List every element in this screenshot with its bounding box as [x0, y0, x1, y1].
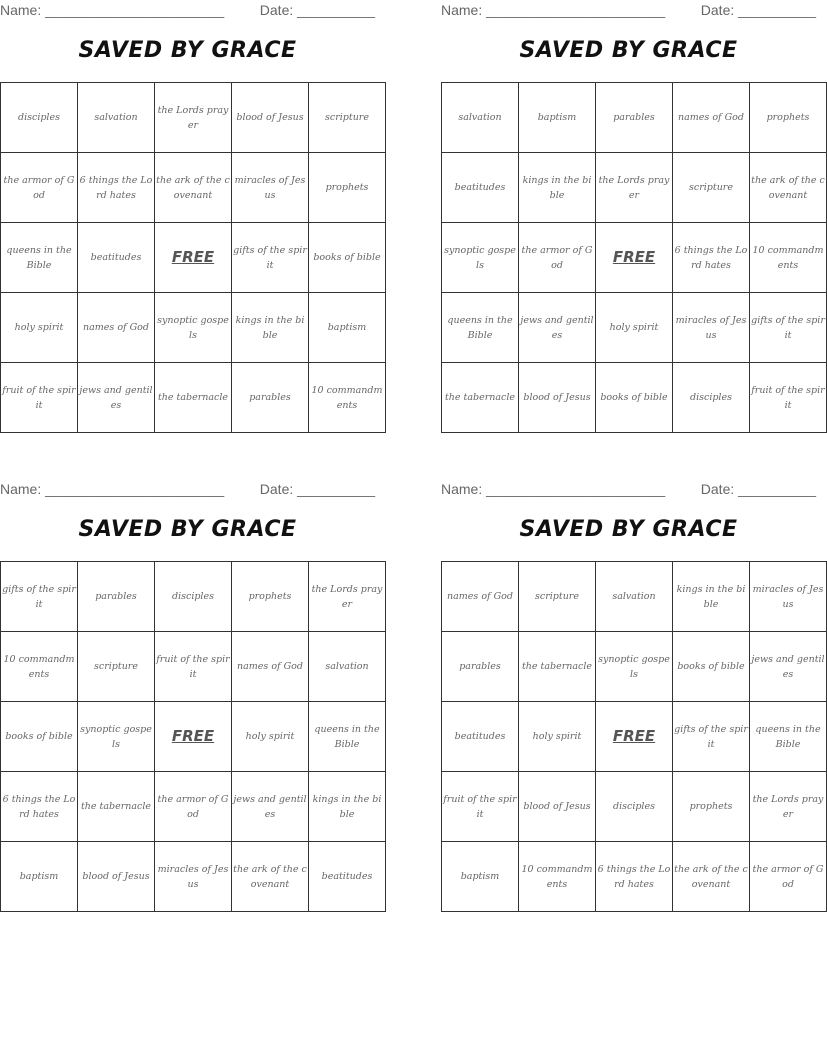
- bingo-cell: baptism: [1, 842, 78, 912]
- bingo-card: [0, 479, 383, 911]
- bingo-cell: parables: [442, 632, 519, 702]
- bingo-grid: [441, 82, 827, 433]
- bingo-card: [441, 0, 825, 432]
- bingo-row: [442, 153, 827, 223]
- bingo-cell: the armor of God: [519, 223, 596, 293]
- date-field-label: Date: __________: [259, 481, 375, 497]
- bingo-cell: fruit of the spirit: [442, 772, 519, 842]
- date-field-label: Date: __________: [259, 2, 375, 18]
- date-field-label: Date: __________: [700, 481, 816, 497]
- bingo-cell: kings in the bible: [519, 153, 596, 223]
- bingo-cell: the armor of God: [750, 842, 827, 912]
- date-field-label: Date: __________: [700, 2, 816, 18]
- bingo-row: [1, 363, 386, 433]
- bingo-cell: salvation: [309, 632, 386, 702]
- bingo-cell: synoptic gospels: [155, 293, 232, 363]
- bingo-cell: synoptic gospels: [442, 223, 519, 293]
- bingo-cell: the tabernacle: [519, 632, 596, 702]
- bingo-cell: scripture: [309, 83, 386, 153]
- bingo-cell: disciples: [673, 363, 750, 433]
- name-field-label: Name: _______________________: [441, 481, 666, 497]
- bingo-row: [442, 293, 827, 363]
- bingo-cell: disciples: [596, 772, 673, 842]
- bingo-cell: holy spirit: [519, 702, 596, 772]
- bingo-grid: [441, 561, 827, 912]
- bingo-row: [442, 842, 827, 912]
- bingo-cell: beatitudes: [442, 153, 519, 223]
- bingo-cell: baptism: [519, 83, 596, 153]
- bingo-cell: the Lords prayer: [155, 83, 232, 153]
- bingo-row: [442, 363, 827, 433]
- bingo-cell: fruit of the spirit: [1, 363, 78, 433]
- card-title: SAVED BY GRACE: [78, 517, 297, 542]
- bingo-cell: gifts of the spirit: [1, 562, 78, 632]
- bingo-cell: 6 things the Lord hates: [673, 223, 750, 293]
- free-space: FREE: [155, 702, 232, 772]
- bingo-cell: baptism: [309, 293, 386, 363]
- bingo-cell: the ark of the covenant: [750, 153, 827, 223]
- bingo-cell: names of God: [78, 293, 155, 363]
- bingo-cell: beatitudes: [309, 842, 386, 912]
- bingo-cell: jews and gentiles: [78, 363, 155, 433]
- card-header: [0, 481, 375, 499]
- bingo-row: [442, 772, 827, 842]
- bingo-cell: beatitudes: [78, 223, 155, 293]
- bingo-row: [442, 632, 827, 702]
- bingo-cell: parables: [596, 83, 673, 153]
- bingo-cell: salvation: [78, 83, 155, 153]
- bingo-cell: kings in the bible: [232, 293, 309, 363]
- bingo-row: [1, 562, 386, 632]
- bingo-cell: the ark of the covenant: [232, 842, 309, 912]
- bingo-row: [1, 293, 386, 363]
- bingo-row: [442, 562, 827, 632]
- bingo-cell: queens in the Bible: [309, 702, 386, 772]
- bingo-cell: scripture: [78, 632, 155, 702]
- bingo-cell: the ark of the covenant: [673, 842, 750, 912]
- card-title: SAVED BY GRACE: [519, 517, 738, 542]
- bingo-cell: salvation: [442, 83, 519, 153]
- bingo-cell: the Lords prayer: [750, 772, 827, 842]
- bingo-cell: jews and gentiles: [750, 632, 827, 702]
- bingo-row: [442, 702, 827, 772]
- bingo-cell: blood of Jesus: [519, 363, 596, 433]
- bingo-cell: the tabernacle: [442, 363, 519, 433]
- bingo-cell: books of bible: [673, 632, 750, 702]
- card-header: [0, 2, 375, 20]
- bingo-cell: miracles of Jesus: [750, 562, 827, 632]
- bingo-row: [442, 83, 827, 153]
- bingo-cell: 10 commandments: [1, 632, 78, 702]
- bingo-cell: holy spirit: [596, 293, 673, 363]
- bingo-cell: 6 things the Lord hates: [1, 772, 78, 842]
- bingo-row: [1, 702, 386, 772]
- bingo-cell: queens in the Bible: [1, 223, 78, 293]
- bingo-cell: books of bible: [1, 702, 78, 772]
- bingo-cell: names of God: [232, 632, 309, 702]
- bingo-cell: scripture: [519, 562, 596, 632]
- free-space: FREE: [155, 223, 232, 293]
- bingo-cell: prophets: [673, 772, 750, 842]
- bingo-row: [442, 223, 827, 293]
- bingo-cell: synoptic gospels: [596, 632, 673, 702]
- bingo-cell: names of God: [442, 562, 519, 632]
- bingo-cell: blood of Jesus: [78, 842, 155, 912]
- bingo-cell: gifts of the spirit: [232, 223, 309, 293]
- bingo-row: [1, 842, 386, 912]
- name-field-label: Name: _______________________: [441, 2, 666, 18]
- bingo-cell: the ark of the covenant: [155, 153, 232, 223]
- bingo-cell: synoptic gospels: [78, 702, 155, 772]
- bingo-cell: holy spirit: [232, 702, 309, 772]
- bingo-grid: [0, 82, 386, 433]
- bingo-cell: fruit of the spirit: [155, 632, 232, 702]
- bingo-row: [1, 223, 386, 293]
- free-space: FREE: [596, 223, 673, 293]
- name-field-label: Name: _______________________: [0, 481, 225, 497]
- bingo-cell: names of God: [673, 83, 750, 153]
- bingo-cell: prophets: [232, 562, 309, 632]
- bingo-cell: 6 things the Lord hates: [78, 153, 155, 223]
- card-title: SAVED BY GRACE: [519, 38, 738, 63]
- bingo-cell: disciples: [155, 562, 232, 632]
- bingo-cell: kings in the bible: [673, 562, 750, 632]
- bingo-cell: miracles of Jesus: [155, 842, 232, 912]
- bingo-cell: the armor of God: [155, 772, 232, 842]
- bingo-cell: the tabernacle: [78, 772, 155, 842]
- bingo-cell: beatitudes: [442, 702, 519, 772]
- card-header: [441, 481, 816, 499]
- bingo-cell: miracles of Jesus: [232, 153, 309, 223]
- bingo-cell: parables: [232, 363, 309, 433]
- bingo-row: [1, 772, 386, 842]
- bingo-card: [441, 479, 825, 911]
- bingo-cell: books of bible: [309, 223, 386, 293]
- bingo-cell: 10 commandments: [750, 223, 827, 293]
- bingo-cell: queens in the Bible: [442, 293, 519, 363]
- bingo-cell: jews and gentiles: [232, 772, 309, 842]
- bingo-cell: books of bible: [596, 363, 673, 433]
- card-header: [441, 2, 816, 20]
- free-space: FREE: [596, 702, 673, 772]
- bingo-cell: queens in the Bible: [750, 702, 827, 772]
- bingo-row: [1, 632, 386, 702]
- bingo-cell: miracles of Jesus: [673, 293, 750, 363]
- bingo-cell: blood of Jesus: [519, 772, 596, 842]
- bingo-cell: the tabernacle: [155, 363, 232, 433]
- bingo-cell: 10 commandments: [519, 842, 596, 912]
- bingo-cell: holy spirit: [1, 293, 78, 363]
- bingo-cell: blood of Jesus: [232, 83, 309, 153]
- bingo-cell: prophets: [309, 153, 386, 223]
- card-title: SAVED BY GRACE: [78, 38, 297, 63]
- bingo-cell: the armor of God: [1, 153, 78, 223]
- bingo-row: [1, 83, 386, 153]
- bingo-cell: the Lords prayer: [309, 562, 386, 632]
- bingo-cell: the Lords prayer: [596, 153, 673, 223]
- bingo-cell: gifts of the spirit: [673, 702, 750, 772]
- bingo-cell: parables: [78, 562, 155, 632]
- bingo-cell: scripture: [673, 153, 750, 223]
- bingo-cell: disciples: [1, 83, 78, 153]
- name-field-label: Name: _______________________: [0, 2, 225, 18]
- bingo-cell: salvation: [596, 562, 673, 632]
- bingo-cell: 10 commandments: [309, 363, 386, 433]
- bingo-cell: fruit of the spirit: [750, 363, 827, 433]
- bingo-grid: [0, 561, 386, 912]
- bingo-card: [0, 0, 383, 432]
- bingo-cell: 6 things the Lord hates: [596, 842, 673, 912]
- bingo-cell: gifts of the spirit: [750, 293, 827, 363]
- bingo-cell: prophets: [750, 83, 827, 153]
- bingo-row: [1, 153, 386, 223]
- bingo-cell: baptism: [442, 842, 519, 912]
- bingo-cell: kings in the bible: [309, 772, 386, 842]
- bingo-cell: jews and gentiles: [519, 293, 596, 363]
